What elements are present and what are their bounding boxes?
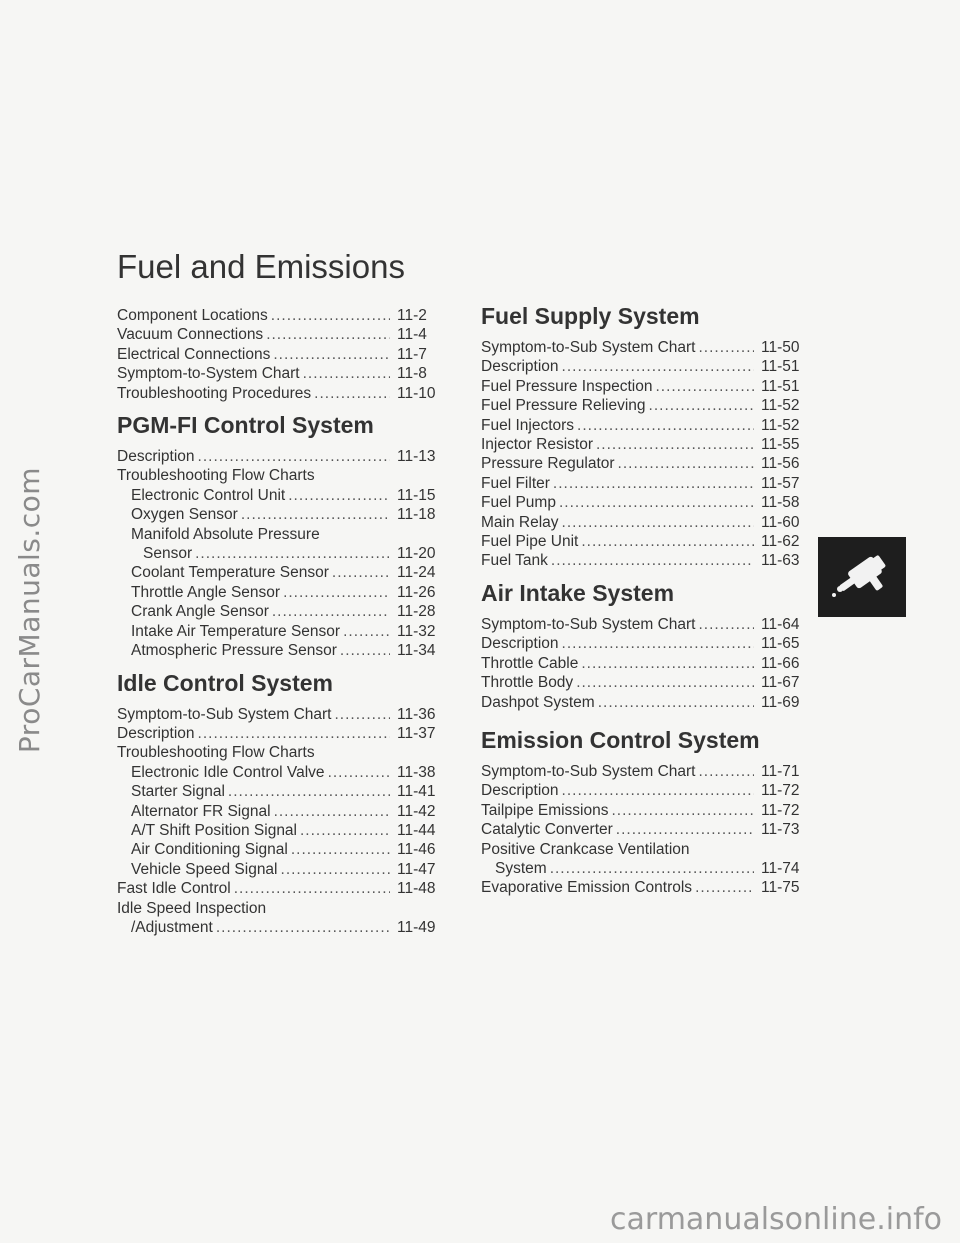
toc-entry[interactable]: Fuel Pressure Relieving ..... 11-52 (481, 396, 817, 415)
toc-entry[interactable]: Electrical Connections ..... 11-7 (117, 345, 453, 364)
toc-entry[interactable]: Main Relay ..... 11-60 (481, 513, 817, 532)
toc-entry[interactable]: Fast Idle Control ..... 11-48 (117, 879, 453, 898)
toc-subheading: Idle Speed Inspection (117, 899, 267, 917)
toc-entry[interactable]: Throttle Body ..... 11-67 (481, 673, 817, 692)
page-title: Fuel and Emissions (117, 248, 405, 285)
toc-entry[interactable]: Fuel Tank ..... 11-63 (481, 551, 817, 570)
left-column (117, 300, 453, 937)
toc-subheading: Troubleshooting Flow Charts (117, 744, 315, 762)
section-title-fuel-supply: Fuel Supply System (481, 303, 700, 329)
toc-entry[interactable]: Throttle Angle Sensor ..... 11-26 (117, 583, 453, 602)
toc-entry[interactable]: Electronic Control Unit ..... 11-15 (117, 486, 453, 505)
toc-entry[interactable]: Description ..... 11-13 (117, 447, 453, 466)
toc-entry[interactable]: Oxygen Sensor ..... 11-18 (117, 505, 453, 524)
side-watermark: ProCarManuals.com (13, 466, 46, 754)
fuel-nozzle-icon (818, 537, 906, 617)
toc-entry[interactable]: Fuel Injectors ..... 11-52 (481, 416, 817, 435)
toc-subheading: Manifold Absolute Pressure (131, 525, 320, 543)
toc-entry[interactable]: Crank Angle Sensor ..... 11-28 (117, 602, 453, 621)
toc-entry[interactable]: Catalytic Converter ..... 11-73 (481, 820, 817, 839)
toc-entry[interactable]: Fuel Pressure Inspection ..... 11-51 (481, 377, 817, 396)
toc-entry[interactable]: Electronic Idle Control Valve ..... 11-38 (117, 763, 453, 782)
toc-subheading: Positive Crankcase Ventilation (481, 840, 690, 858)
bottom-watermark: carmanualsonline.info (610, 1202, 942, 1237)
toc-entry[interactable]: Dashpot System ..... 11-69 (481, 693, 817, 712)
toc-entry[interactable]: /Adjustment ..... 11-49 (117, 918, 453, 937)
toc-entry[interactable]: Description ..... 11-51 (481, 357, 817, 376)
right-column (481, 300, 817, 898)
toc-entry[interactable]: Symptom-to-Sub System Chart ..... 11-36 (117, 705, 453, 724)
toc-entry[interactable]: Coolant Temperature Sensor ..... 11-24 (117, 563, 453, 582)
toc-entry[interactable]: Pressure Regulator ..... 11-56 (481, 454, 817, 473)
toc-entry[interactable]: Fuel Pipe Unit ..... 11-62 (481, 532, 817, 551)
toc-entry[interactable]: Description ..... 11-37 (117, 724, 453, 743)
toc-entry[interactable]: Symptom-to-Sub System Chart ..... 11-71 (481, 762, 817, 781)
toc-entry[interactable]: Atmospheric Pressure Sensor ..... 11-34 (117, 641, 453, 660)
toc-entry[interactable]: Alternator FR Signal ..... 11-42 (117, 802, 453, 821)
toc-entry[interactable]: Evaporative Emission Controls ..... 11-75 (481, 878, 817, 897)
toc-entry[interactable]: Symptom-to-System Chart ..... 11-8 (117, 364, 453, 383)
toc-entry[interactable]: Intake Air Temperature Sensor ..... 11-32 (117, 622, 453, 641)
toc-entry[interactable]: Symptom-to-Sub System Chart ..... 11-50 (481, 338, 817, 357)
toc-entry[interactable]: Component Locations ..... 11-2 (117, 306, 453, 325)
toc-entry[interactable]: Troubleshooting Procedures ..... 11-10 (117, 384, 453, 403)
toc-entry[interactable]: A/T Shift Position Signal ..... 11-44 (117, 821, 453, 840)
section-title-idle: Idle Control System (117, 669, 333, 696)
section-title-pgm-fi: PGM-FI Control System (117, 412, 374, 439)
toc-entry[interactable]: Tailpipe Emissions ..... 11-72 (481, 801, 817, 820)
toc-subheading: Troubleshooting Flow Charts (117, 467, 315, 485)
toc-entry[interactable]: Fuel Pump ..... 11-58 (481, 493, 817, 512)
toc-entry[interactable]: Vacuum Connections ..... 11-4 (117, 325, 453, 344)
toc-entry[interactable]: Description ..... 11-65 (481, 634, 817, 653)
toc-entry[interactable]: Starter Signal ..... 11-41 (117, 782, 453, 801)
toc-entry[interactable]: Injector Resistor ..... 11-55 (481, 435, 817, 454)
toc-entry[interactable]: Air Conditioning Signal ..... 11-46 (117, 840, 453, 859)
toc-entry[interactable]: Fuel Filter ..... 11-57 (481, 474, 817, 493)
section-tab[interactable] (818, 537, 906, 617)
toc-entry[interactable]: Description ..... 11-72 (481, 781, 817, 800)
section-title-air-intake: Air Intake System (481, 579, 675, 606)
toc-entry[interactable]: Throttle Cable ..... 11-66 (481, 654, 817, 673)
toc-entry[interactable]: Vehicle Speed Signal ..... 11-47 (117, 860, 453, 879)
toc-entry[interactable]: Symptom-to-Sub System Chart ..... 11-64 (481, 615, 817, 634)
toc-entry[interactable]: System ..... 11-74 (481, 859, 817, 878)
section-title-emission: Emission Control System (481, 726, 760, 753)
toc-entry[interactable]: Sensor ..... 11-20 (117, 544, 453, 563)
